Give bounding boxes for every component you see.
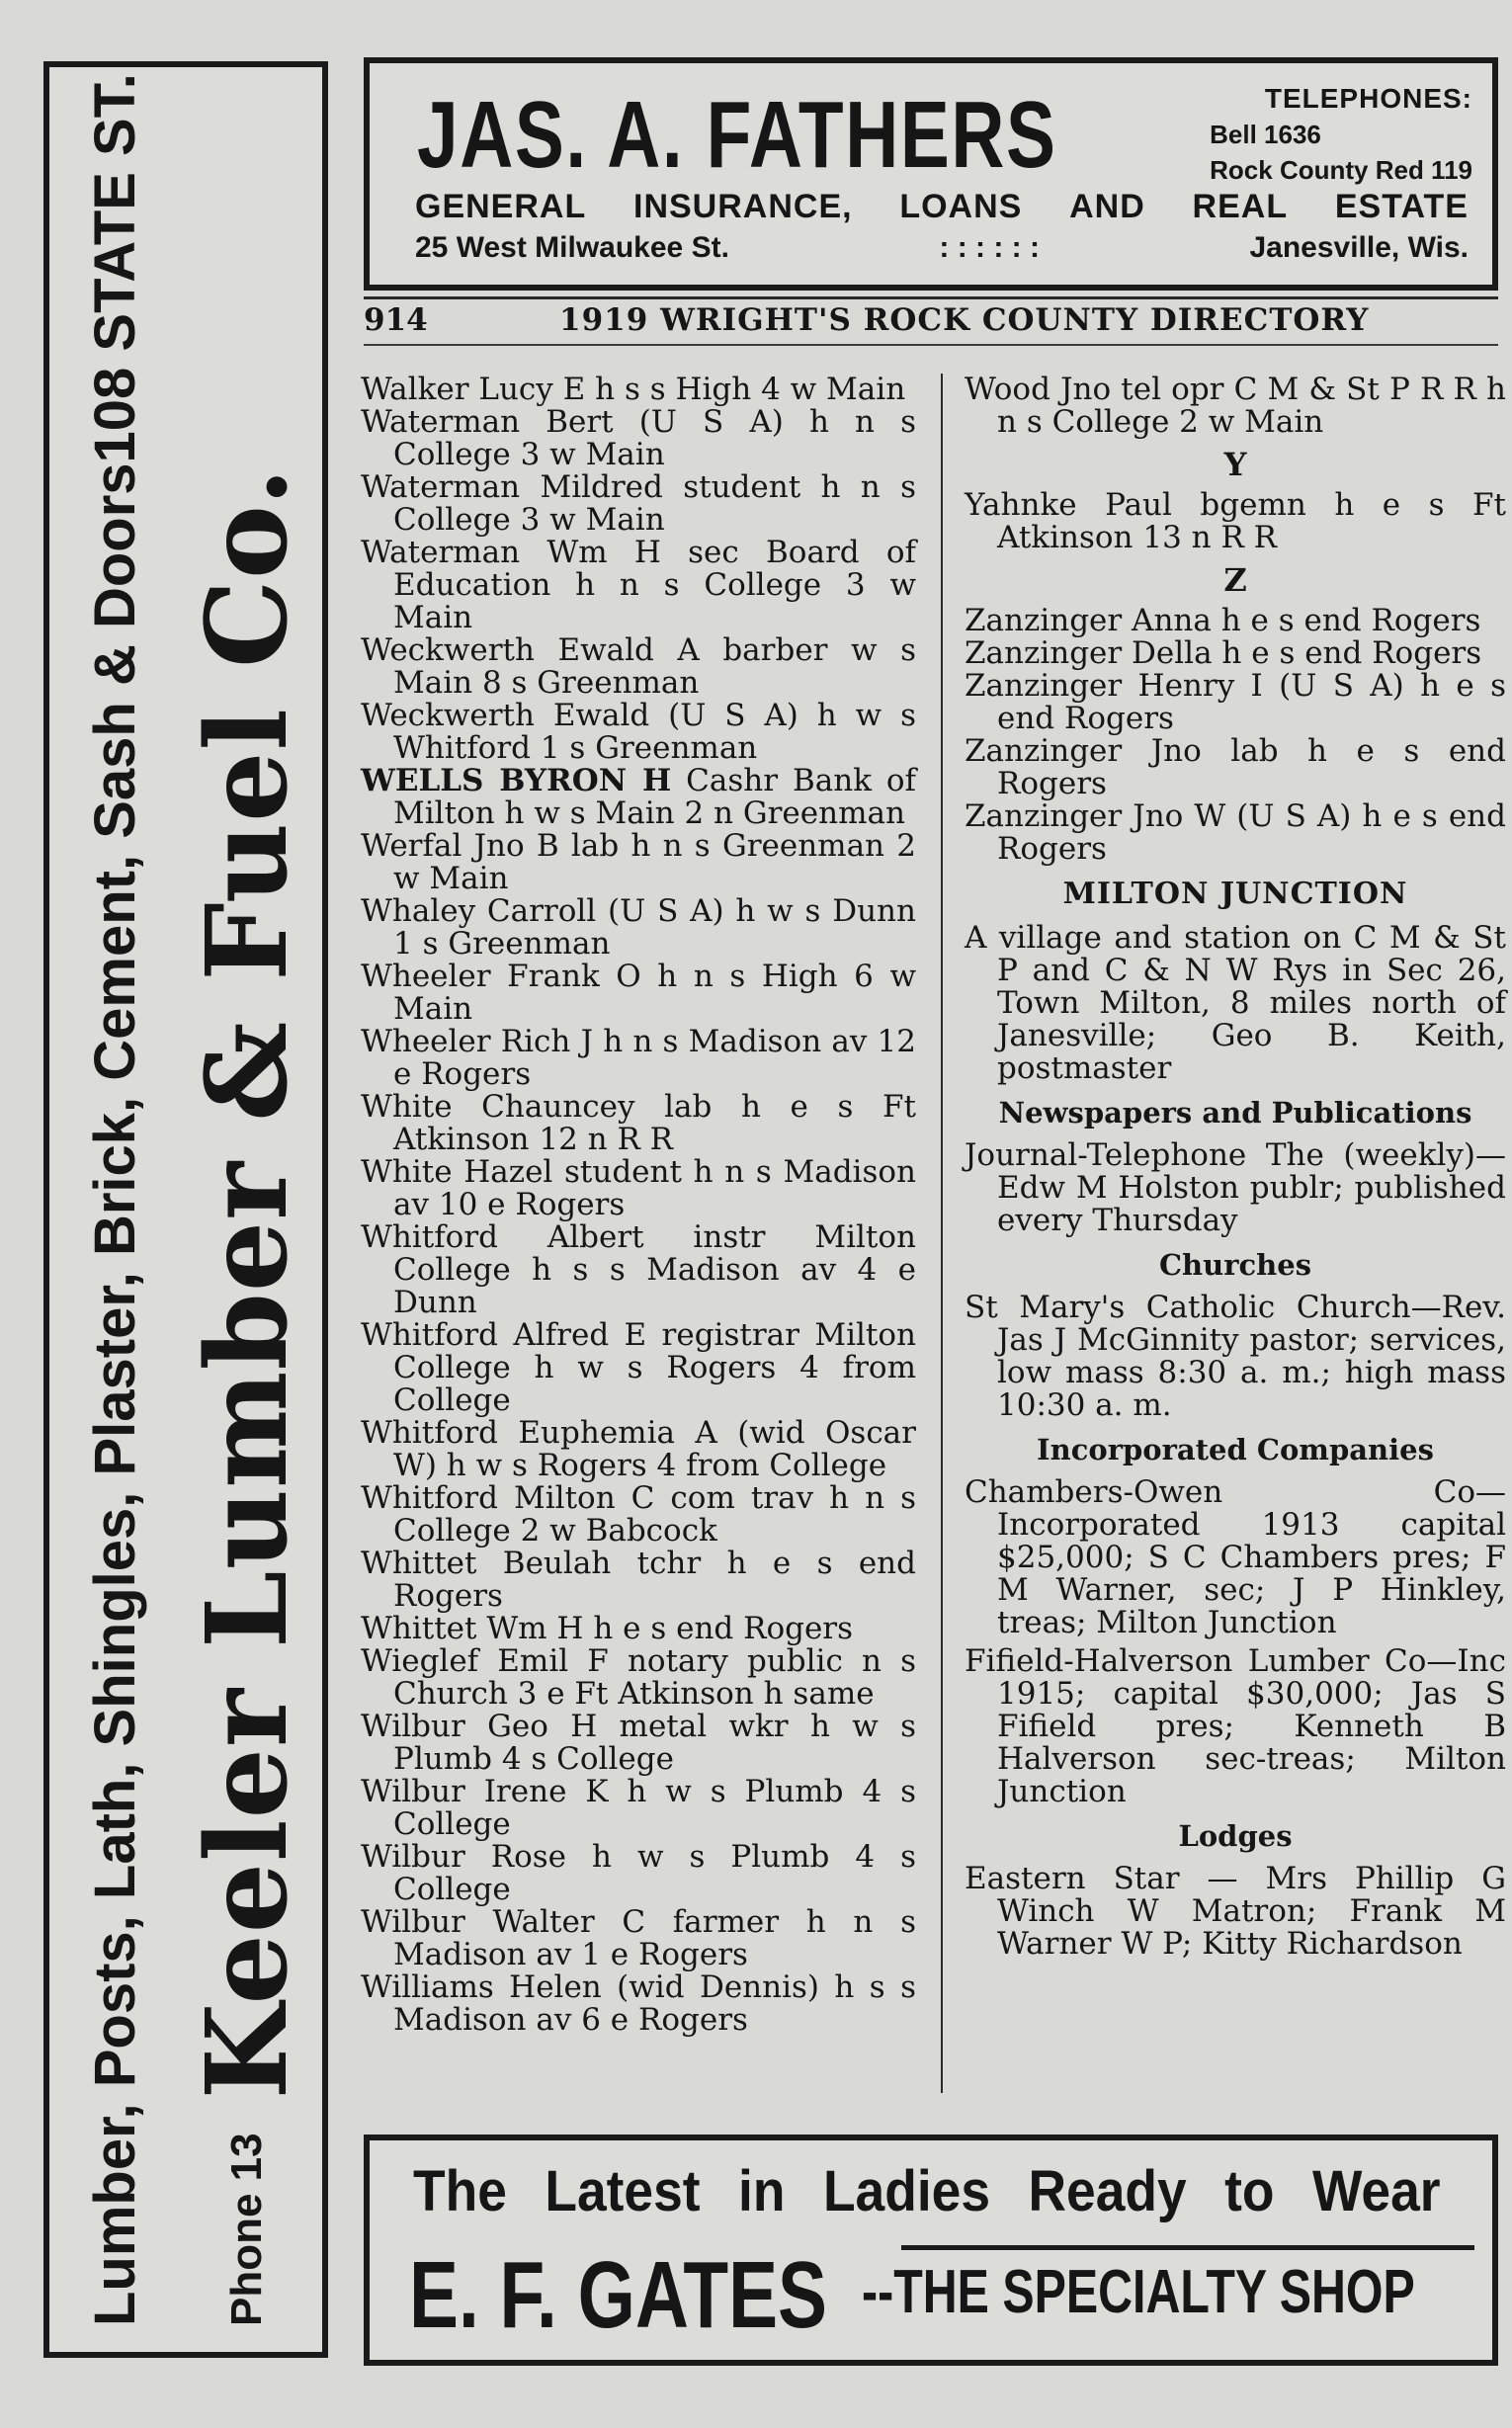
fathers-name: JAS. A. FATHERS [417, 82, 1057, 188]
heading-lodges: Lodges [1178, 1819, 1293, 1853]
directory-entry: Whitford Euphemia A (wid Oscar W) h w s Rogers 4 from College [361, 1415, 916, 1483]
header-rule [364, 344, 1498, 346]
fathers-insurance-ad [364, 57, 1498, 291]
heading-churches: Churches [1158, 1248, 1312, 1282]
gates-name: E. F. GATES [409, 2242, 827, 2348]
directory-entry: Waterman Bert (U S A) h n s College 3 w Main [361, 404, 916, 472]
directory-entry: Wilbur Geo H metal wkr h w s Plumb 4 s College [361, 1709, 916, 1777]
journal-telephone-entry: Journal-Telephone The (weekly)—Edw M Holston publr; published every Thursday [965, 1137, 1506, 1238]
gates-rule [901, 2245, 1474, 2250]
directory-entry: Wheeler Rich J h n s Madison av 12 e Rogers [361, 1024, 916, 1092]
chambers-owen-entry: Chambers-Owen Co—Incorporated 1913 capital $25,000; S C Chambers pres; F M Warner, sec; J P Hinkley, treas; Milton Junction [965, 1474, 1506, 1640]
right-column [965, 374, 1506, 1967]
fifield-halverson-entry: Fifield-Halverson Lumber Co—Inc 1915; capital $30,000; Jas S Fifield pres; Kenneth B Halverson sec-treas; Milton Junction [965, 1643, 1506, 1809]
keeler-products: Lumber, Posts, Lath, Shingles, Plaster, Brick, Cement, Sash & Doors [82, 462, 147, 2326]
fathers-telephones [1210, 81, 1472, 188]
telephones-label: TELEPHONES: [1264, 83, 1472, 114]
rock-county-number: Rock County Red 119 [1210, 155, 1472, 185]
directory-entry: Weckwerth Ewald (U S A) h w s Whitford 1 s Greenman [361, 698, 916, 766]
st-marys-entry: St Mary's Catholic Church—Rev. Jas J McGinnity pastor; services, low mass 8:30 a. m.; high mass 10:30 a. m. [965, 1290, 1506, 1423]
entry-bold-name: WELLS BYRON H [361, 763, 672, 798]
fathers-street: 25 West Milwaukee St. [415, 231, 729, 264]
tagline-word: Ladies [822, 2159, 990, 2223]
heading-incorporated-companies: Incorporated Companies [1037, 1433, 1434, 1466]
service-word: GENERAL [415, 188, 587, 225]
directory-entry: Whaley Carroll (U S A) h w s Dunn 1 s Greenman [361, 893, 916, 962]
keeler-ad-line1 [55, 67, 174, 2352]
directory-entry: Whitford Milton C com trav h n s College 2 w Babcock [361, 1480, 916, 1549]
keeler-lumber-ad [43, 61, 328, 2358]
eastern-star-entry: Eastern Star — Mrs Phillip G Winch W Matron; Frank M Warner W P; Kitty Richardson [965, 1861, 1506, 1962]
column-divider [941, 374, 943, 2093]
fathers-services [415, 188, 1469, 226]
service-word: LOANS [899, 188, 1023, 225]
letter-heading-z: Z [1223, 561, 1247, 599]
service-word: INSURANCE, [633, 188, 853, 225]
keeler-phone: Phone 13 [222, 2133, 271, 2326]
directory-entry: Whitford Albert instr Milton College h s s Madison av 4 e Dunn [361, 1219, 916, 1320]
directory-entry: Zanzinger Jno W (U S A) h e s end Rogers [965, 798, 1506, 867]
gates-shop: --THE SPECIALTY SHOP [862, 2258, 1415, 2326]
directory-entry: Whittet Wm H h e s end Rogers [361, 1611, 854, 1646]
directory-entry: Whittet Beulah tchr h e s end Rogers [361, 1546, 916, 1614]
directory-entry: Yahnke Paul bgemn h e s Ft Atkinson 13 n R R [965, 487, 1506, 555]
service-word: REAL [1192, 188, 1289, 225]
fathers-city: Janesville, Wis. [1249, 231, 1469, 264]
keeler-ad-rotated [49, 67, 322, 2352]
keeler-ad-line2 [178, 67, 316, 2352]
running-header [364, 298, 1500, 342]
keeler-address: 108 STATE ST. [82, 73, 147, 463]
bell-number: Bell 1636 [1210, 120, 1321, 149]
directory-entry: Wilbur Irene K h w s Plumb 4 s College [361, 1774, 916, 1842]
keeler-company-name: Keeler Lumber & Fuel Co. [182, 466, 312, 2100]
directory-entry: Wilbur Walter C farmer h n s Madison av 1 e Rogers [361, 1904, 916, 1972]
directory-entry: Williams Helen (wid Dennis) h s s Madison av 6 e Rogers [361, 1969, 916, 2038]
directory-entry: Waterman Wm H sec Board of Education h n s College 3 w Main [361, 535, 916, 635]
tagline-word: Latest [545, 2159, 701, 2223]
service-word: AND [1069, 188, 1145, 225]
directory-entry: White Chauncey lab h e s Ft Atkinson 12 n R R [361, 1089, 916, 1157]
page-number: 914 [364, 302, 428, 338]
section-heading-milton-junction: MILTON JUNCTION [1062, 877, 1408, 911]
directory-title: 1919 WRIGHT'S ROCK COUNTY DIRECTORY [559, 302, 1370, 338]
directory-entry: Wieglef Emil F notary public n s Church 3 e Ft Atkinson h same [361, 1643, 916, 1712]
gates-specialty-shop-ad [364, 2135, 1498, 2366]
directory-entry: Zanzinger Jno lab h e s end Rogers [965, 733, 1506, 801]
entry-bold-rest: Cashr Bank of Milton h w s Main 2 n Greenman [393, 763, 917, 831]
gates-tagline [413, 2158, 1441, 2224]
directory-entry: Weckwerth Ewald A barber w s Main 8 s Greenman [361, 632, 916, 701]
directory-entry: Walker Lucy E h s s High 4 w Main [361, 372, 906, 407]
tagline-word: The [413, 2159, 507, 2223]
left-column [361, 374, 916, 2037]
letter-heading-y: Y [1223, 446, 1247, 483]
directory-entry: Zanzinger Anna h e s end Rogers [965, 603, 1481, 638]
fathers-address [415, 231, 1469, 265]
service-word: ESTATE [1334, 188, 1469, 225]
village-description: A village and station on C M & St P and C & N W Rys in Sec 26, Town Milton, 8 miles north of Janesville; Geo B. Keith, postmaster [965, 920, 1506, 1086]
tagline-word: Ready [1028, 2159, 1187, 2223]
tagline-word: to [1224, 2159, 1275, 2223]
directory-entry-bold [361, 765, 916, 830]
fathers-dots: : : : : : : [939, 231, 1040, 264]
directory-entry: Waterman Mildred student h n s College 3 w Main [361, 469, 916, 538]
directory-entry: Werfal Jno B lab h n s Greenman 2 w Main [361, 828, 916, 896]
heading-newspapers: Newspapers and Publications [998, 1096, 1472, 1130]
directory-entry: Zanzinger Henry I (U S A) h e s end Rogers [965, 668, 1506, 736]
tagline-word: Wear [1312, 2159, 1441, 2223]
directory-entry: Zanzinger Della h e s end Rogers [965, 635, 1482, 671]
tagline-word: in [738, 2159, 786, 2223]
directory-entry: White Hazel student h n s Madison av 10 e Rogers [361, 1154, 916, 1222]
directory-entry: Wheeler Frank O h n s High 6 w Main [361, 959, 916, 1027]
directory-entry: Wilbur Rose h w s Plumb 4 s College [361, 1839, 916, 1907]
directory-entry: Wood Jno tel opr C M & St P R R h n s College 2 w Main [965, 372, 1506, 440]
directory-entry: Whitford Alfred E registrar Milton College h w s Rogers 4 from College [361, 1317, 916, 1418]
